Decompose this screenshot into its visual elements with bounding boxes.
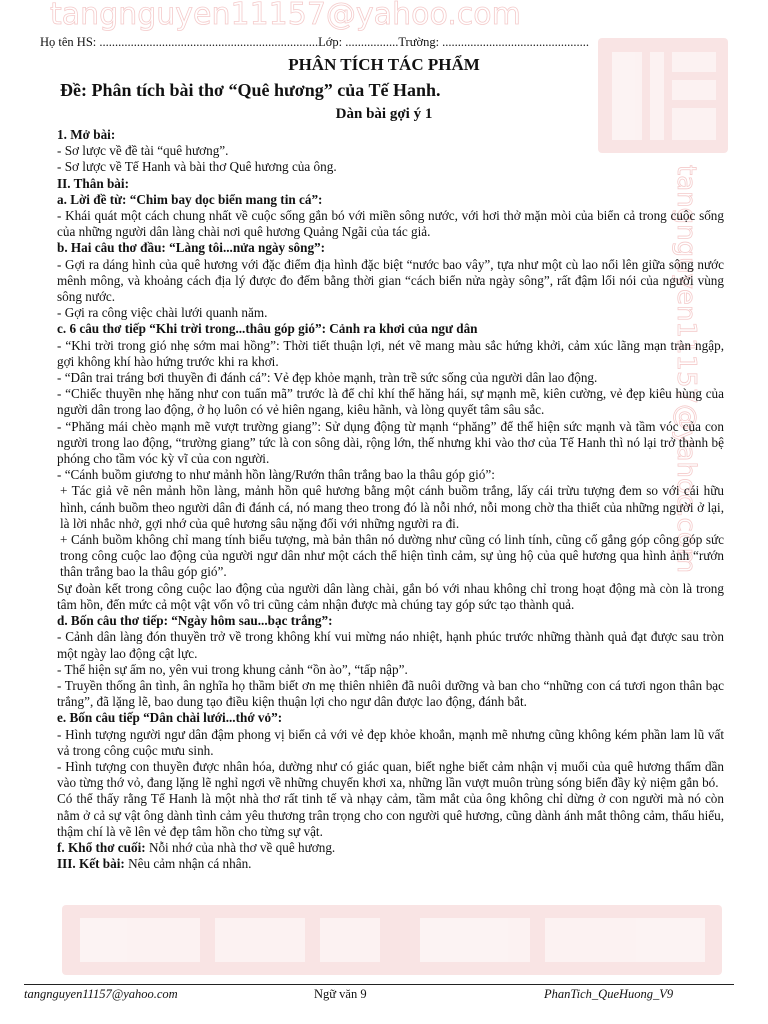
section-c-point: + Cánh buồm không chỉ mang tính biểu tượng, mà bản thân nó dường như cũng có linh tính, cũng cố gắng góp công góp sức trong công cuộc lao động của người ngư dân như một cách thể hiện tình cảm, sự ủng hộ của quê hương qua hình ảnh “rướn thân trắng bao la thâu góp gió”. bbox=[60, 532, 724, 580]
section-e-conclusion: Có thể thấy rằng Tế Hanh là một nhà thơ rất tinh tế và nhạy cảm, tầm mắt của ông không chỉ dừng ở con người mà nó còn nằm ở cả sự vật ông dành tình cảm yêu thương trân trọng cho con người quê hương, cũng dành ánh mắt thông cảm, thấu hiểu, thậm chí là vẽ lên vẻ đẹp tâm hồn cho từng sự vật. bbox=[57, 791, 724, 839]
footer-email[interactable]: tangnguyen11157@yahoo.com bbox=[24, 987, 178, 1001]
footer-divider bbox=[24, 984, 734, 985]
section-a-point: - Khái quát một cách chung nhất về cuộc sống gắn bó với miền sông nước, với hơi thở mặn mòi của biển cả trong cuộc sống của những người dân làng chài nơi quê hương Quảng Ngãi của tác giả. bbox=[57, 208, 724, 240]
section-b-point: - Gợi ra công việc chài lưới quanh năm. bbox=[57, 305, 268, 321]
section-b-point: - Gợi ra dáng hình của quê hương với đặc điểm địa hình đặc biệt “nước bao vây”, tựa như một cù lao nổi lên giữa sông nước mênh mông, và khoảng cách địa lý được đo đếm bằng thời gian “cách biển nửa ngày sông”, rất đậm lối nói của người vùng sông nước. bbox=[57, 256, 724, 305]
watermark-email-vertical: tangnguyen11157@yahoo.com bbox=[671, 165, 701, 574]
intro-point: - Sơ lược về Tế Hanh và bài thơ Quê hương của ông. bbox=[57, 159, 337, 175]
intro-heading: 1. Mở bài: bbox=[57, 127, 116, 142]
footer-filename: PhanTich_QueHuong_V9 bbox=[544, 987, 674, 1001]
section-c-point: + Tác giả vẽ nên mảnh hồn làng, mảnh hồn quê hương bằng một cánh buồm trắng, lấy cái trừu tượng đem so với cái hữu hình, cánh buồm theo người dân đi đánh cá, nó mang theo trong đó là nỗi nhớ, nỗi mong chờ tha thiết của những người ở lại, là lời nhắc nhở, gợi nhớ của quê hương sâu nặng đối với những người ra đi. bbox=[60, 483, 724, 531]
footer-subject: Ngữ văn 9 bbox=[314, 987, 367, 1001]
body-heading: II. Thân bài: bbox=[57, 175, 129, 191]
outline-title: Dàn bài gợi ý 1 bbox=[335, 106, 433, 122]
section-c-heading: c. 6 câu thơ tiếp “Khi trời trong...thâu góp gió”: Cảnh ra khơi của ngư dân bbox=[57, 321, 478, 337]
section-b-heading: b. Hai câu thơ đầu: “Làng tôi...nửa ngày sông”: bbox=[57, 240, 326, 256]
section-c-point: - “Phăng mái chèo mạnh mẽ vượt trường giang”: Sử dụng động từ mạnh “phăng” để thể hiện sức mạnh và tầm vóc của con người trong lao động, “trường giang” tức là con sông dài, rộng lớn, thế nhưng khi vào thơ của Tế Hanh thì nó lại trở thành bệ phóng cho tầm vóc kỳ vĩ của con người. bbox=[57, 418, 724, 467]
watermark-email-top: tangnguyen11157@yahoo.com bbox=[50, 0, 521, 32]
section-e-point: - Hình tượng con thuyền được nhân hóa, dường như có giác quan, biết nghe biết cảm nhận vị muối của quê hương thấm dần vào từng thớ vỏ, đang lặng lẽ nghỉ ngơi về những chuyến khơi xa, những lần vượt muôn trùng sóng biển đầy kỷ niệm gắn bó. bbox=[57, 758, 724, 791]
section-d-point: - Truyền thống ân tình, ân nghĩa họ thầm biết ơn mẹ thiên nhiên đã nuôi dưỡng và ban cho “những con cá tươi ngon thân bạc trắng”, đã lặng lẽ, bao dung tạo điều kiện thuận lợi cho ngư dân được lao động, đánh bắt. bbox=[57, 677, 724, 710]
section-d-point: - Thể hiện sự ấm no, yên vui trong khung cảnh “ồn ào”, “tấp nập”. bbox=[57, 661, 408, 677]
document-body bbox=[57, 127, 724, 872]
section-c-point: - “Cánh buồm giương to như mảnh hồn làng/Rướn thân trắng bao la thâu góp gió”: bbox=[57, 467, 495, 483]
section-e-point: - Hình tượng người ngư dân đậm phong vị biển cả với vẻ đẹp khỏe khoắn, mạnh mẽ nhưng cũng không kém phần lam lũ vất vả trong công cuộc mưu sinh. bbox=[57, 726, 724, 758]
section-f: f. Khổ thơ cuối: Nỗi nhớ của nhà thơ về quê hương. bbox=[57, 839, 336, 855]
section-c-conclusion: Sự đoàn kết trong công cuộc lao động của người dân làng chài, gắn bó với nhau không chỉ trong hoạt động mà còn là trong tâm hồn, đến mức cả một vật vốn vô tri cũng cảm nhận được mà chúng tay góp sức tạo thành quả. bbox=[57, 580, 724, 612]
section-c-point: - “Khi trời trong gió nhẹ sớm mai hồng”: Thời tiết thuận lợi, nét vẽ mang màu sắc hứng khởi, cảm xúc lãng mạn tràn ngập, gợi không khí hào hứng trước khi ra khơi. bbox=[57, 337, 724, 369]
section-d-point: - Cảnh dân làng đón thuyền trở về trong không khí vui mừng náo nhiệt, hạnh phúc trước những thành quả đạt được sau tròn một ngày lao động cật lực. bbox=[57, 629, 724, 661]
section-c-point: - “Dân trai tráng bơi thuyền đi đánh cá”: Vẻ đẹp khỏe mạnh, tràn trề sức sống của người dân lao động. bbox=[57, 370, 598, 386]
document-title: PHÂN TÍCH TÁC PHẨM bbox=[288, 55, 480, 74]
essay-topic: Đề: Phân tích bài thơ “Quê hương” của Tế Hanh. bbox=[60, 80, 441, 100]
conclusion-section: III. Kết bài: Nêu cảm nhận cá nhân. bbox=[57, 856, 252, 872]
section-c-point: - “Chiếc thuyền nhẹ hăng như con tuấn mã” trước là để chỉ khí thế hăng hái, sự mạnh mẽ, kiên cường, vẻ đẹp kiêu hùng của người dân trong lao động, ở họ luôn có vẻ hiên ngang, kiêu hãnh, và lòng quyết tâm sâu sắc. bbox=[57, 386, 724, 418]
section-e-heading: e. Bốn câu tiếp “Dân chài lưới...thớ vỏ”: bbox=[57, 710, 283, 726]
section-a-heading: a. Lời đề từ: “Chim bay dọc biển mang tin cá”: bbox=[57, 191, 323, 207]
section-d-heading: d. Bốn câu thơ tiếp: “Ngày hôm sau...bạc trắng”: bbox=[57, 613, 333, 629]
intro-point: - Sơ lược về đề tài “quê hương”. bbox=[57, 143, 229, 159]
student-info-line[interactable]: Họ tên HS: ......................................................................Lớp: .................Trường: ............................................... bbox=[40, 35, 590, 49]
